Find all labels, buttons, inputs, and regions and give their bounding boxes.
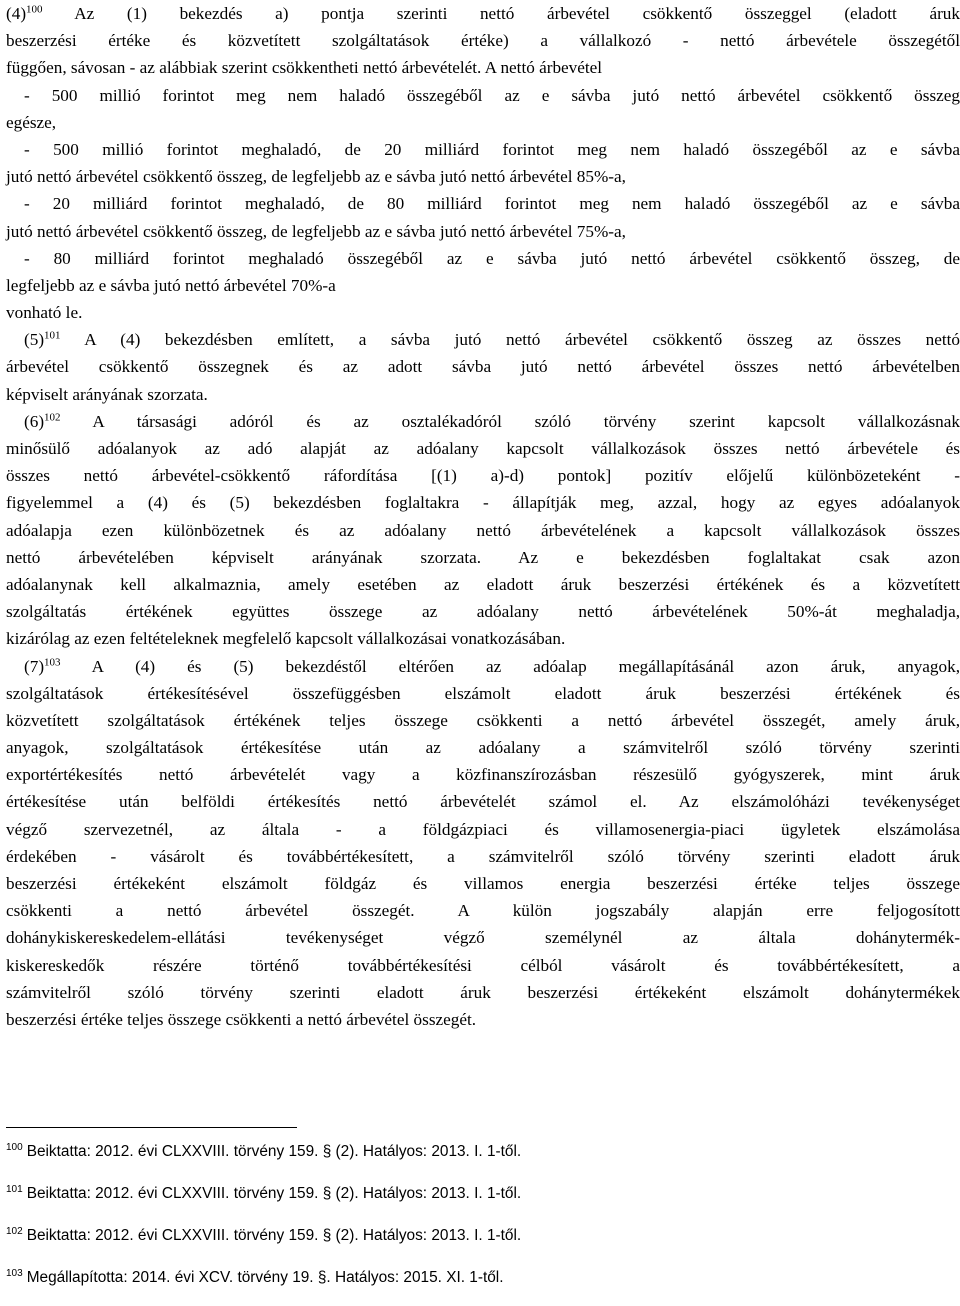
line-text: közvetített szolgáltatások értékének teljes összege csökkenti a nettó árbevétel összegét, amely áruk, [6,710,960,730]
line-text: végző szervezetnél, az általa - a földgázpiaci és villamosenergia-piaci ügyletek elszámolása [6,819,960,839]
line-text: szolgáltatások értékesítésével összefüggésben elszámolt eladott áruk beszerzési értékének és [6,683,960,703]
footnote-number: 100 [6,1142,23,1153]
text-line [6,353,960,380]
text-line [6,54,960,81]
line-text: - 500 millió forintot meghaladó, de 20 milliárd forintot meg nem haladó összegéből az e sávba [24,139,960,159]
text-line [6,109,960,136]
text-line [6,190,960,217]
footnote-reference: 103 [44,655,61,668]
text-line [6,625,960,652]
footnote-text: Beiktatta: 2012. évi CLXXVIII. törvény 159. § (2). Hatályos: 2013. I. 1-től. [26,1227,522,1244]
text-line [6,489,960,516]
footnote-text: Megállapította: 2014. évi XCV. törvény 19. §. Hatályos: 2015. XI. 1-től. [26,1269,504,1286]
footnote-item [6,1222,946,1264]
text-line [6,163,960,190]
text-line [6,27,960,54]
text-line [6,517,960,544]
document-body [6,0,960,1033]
paragraph-number: (5) [24,330,45,350]
paragraph-number: (7) [24,656,45,676]
text-line [6,462,960,489]
line-text: beszerzési értéke teljes összege csökkenti a nettó árbevétel összegét. [6,1009,477,1029]
line-text: képviselt arányának szorzata. [6,384,208,404]
text-line [6,245,960,272]
line-text: A társasági adóról és az osztalékadóról szóló törvény szerint kapcsolt vállalkozásnak [60,411,960,431]
line-text: - 20 milliárd forintot meghaladó, de 80 milliárd forintot meg nem haladó összegéből az e sávba [24,194,960,214]
line-text: dohánykiskereskedelem-ellátási tevékenységet végző személynél az általa dohánytermék- [6,928,960,948]
line-text: vonható le. [6,303,83,323]
line-text: csökkenti a nettó árbevétel összegét. A külön jogszabály alapján erre feljogosított [6,901,960,921]
line-text: árbevétel csökkentő összegnek és az adott sávba jutó nettó árbevétel összes nettó árbevételben [6,357,960,377]
text-line [6,979,960,1006]
line-text: számvitelről szóló törvény szerinti eladott áruk beszerzési értékeként elszámolt dohánytermékek [6,982,960,1002]
text-line [6,952,960,979]
line-text: kiskereskedők részére történő továbbértékesítési célból vásárolt és továbbértékesített, a [6,955,960,975]
paragraph-number: (6) [24,411,45,431]
text-line [6,870,960,897]
paragraph-start-line [6,0,960,27]
footnote-reference: 100 [26,3,43,16]
line-text: - 80 milliárd forintot meghaladó összegéből az e sávba jutó nettó árbevétel csökkentő összeg, de [24,248,960,268]
paragraph-number: (4) [6,4,27,23]
line-text: beszerzési értéke és közvetített szolgáltatások értéke) a vállalkozó - nettó árbevétele összegétől [6,31,960,51]
text-line [6,381,960,408]
line-text: szolgáltatás értékének együttes összege az adóalany nettó árbevételének 50%-át meghaladja, [6,602,960,622]
footnote-reference: 101 [44,329,61,342]
text-line [6,897,960,924]
line-text: érdekében - vásárolt és továbbértékesített, a számvitelről szóló törvény szerinti eladott áruk [6,846,960,866]
text-line [6,788,960,815]
line-text: A (4) és (5) bekezdéstől eltérően az adóalap megállapításánál azon áruk, anyagok, [60,656,960,676]
text-line [6,680,960,707]
text-line [6,761,960,788]
paragraph-start-line [6,408,960,435]
footnote-item [6,1180,946,1222]
footnotes [6,1138,946,1306]
text-line [6,218,960,245]
footnote-reference: 102 [44,411,61,424]
text-line [6,299,960,326]
text-line [6,544,960,571]
line-text: értékesítése után belföldi értékesítés nettó árbevételét számol el. Az elszámolóházi tevékenységet [6,792,960,812]
line-text: legfeljebb az e sávba jutó nettó árbevétel 70%-a [6,275,336,295]
footnote-divider [6,1127,297,1128]
line-text: exportértékesítés nettó árbevételét vagy a közfinanszírozásban részesülő gyógyszerek, mint áruk [6,765,960,785]
text-line [6,598,960,625]
footnote-item [6,1138,946,1180]
line-text: A (4) bekezdésben említett, a sávba jutó nettó árbevétel csökkentő összeg az összes nettó [60,330,960,350]
line-text: beszerzési értékeként elszámolt földgáz és villamos energia beszerzési értéke teljes összege [6,874,960,893]
footnote-text: Beiktatta: 2012. évi CLXXVIII. törvény 159. § (2). Hatályos: 2013. I. 1-től. [26,1185,522,1202]
footnote-item [6,1264,946,1306]
line-text: jutó nettó árbevétel csökkentő összeg, de legfeljebb az e sávba jutó nettó árbevétel 85%-a, [6,167,626,187]
line-text: összes nettó árbevétel-csökkentő ráfordítása [(1) a)-d) pontok] pozitív előjelű különbözeteként - [6,466,960,486]
line-text: minősülő adóalanyok az adó alapját az adóalany kapcsolt vállalkozások összes nettó árbevétele és [6,439,960,458]
line-text: - 500 millió forintot meg nem haladó összegéből az e sávba jutó nettó árbevétel csökkentő összeg [24,85,960,105]
line-text: egésze, [6,112,57,132]
line-text: jutó nettó árbevétel csökkentő összeg, de legfeljebb az e sávba jutó nettó árbevétel 75%-a, [6,221,626,241]
line-text: függően, sávosan - az alábbiak szerint csökkentheti nettó árbevételét. A nettó árbevétel [6,58,603,78]
line-text: Az (1) bekezdés a) pontja szerinti nettó árbevétel csökkentő összeggel (eladott áruk [42,4,960,23]
text-line [6,435,960,462]
paragraph-start-line [6,326,960,353]
footnote-number: 102 [6,1226,23,1237]
line-text: kizárólag az ezen feltételeknek megfelelő kapcsolt vállalkozásai vonatkozásában. [6,629,566,649]
footnote-number: 101 [6,1184,23,1195]
text-line [6,924,960,951]
line-text: figyelemmel a (4) és (5) bekezdésben foglaltakra - állapítják meg, azzal, hogy az egyes adóalanyok [6,493,960,513]
line-text: adóalanynak kell alkalmaznia, amely esetében az eladott áruk beszerzési értékének és a közvetített [6,574,960,594]
text-line [6,82,960,109]
text-line [6,843,960,870]
footnote-number: 103 [6,1268,23,1279]
text-line [6,816,960,843]
text-line [6,571,960,598]
text-line [6,707,960,734]
line-text: nettó árbevételében képviselt arányának szorzata. Az e bekezdésben foglaltakat csak azon [6,547,960,567]
paragraph-start-line [6,653,960,680]
text-line [6,734,960,761]
footnote-text: Beiktatta: 2012. évi CLXXVIII. törvény 159. § (2). Hatályos: 2013. I. 1-től. [26,1143,522,1160]
text-line [6,272,960,299]
text-line [6,1006,960,1033]
line-text: anyagok, szolgáltatások értékesítése után az adóalany a számvitelről szóló törvény szerinti [6,738,960,758]
line-text: adóalapja ezen különbözetnek és az adóalany nettó árbevételének a kapcsolt vállalkozások összes [6,520,960,540]
text-line [6,136,960,163]
